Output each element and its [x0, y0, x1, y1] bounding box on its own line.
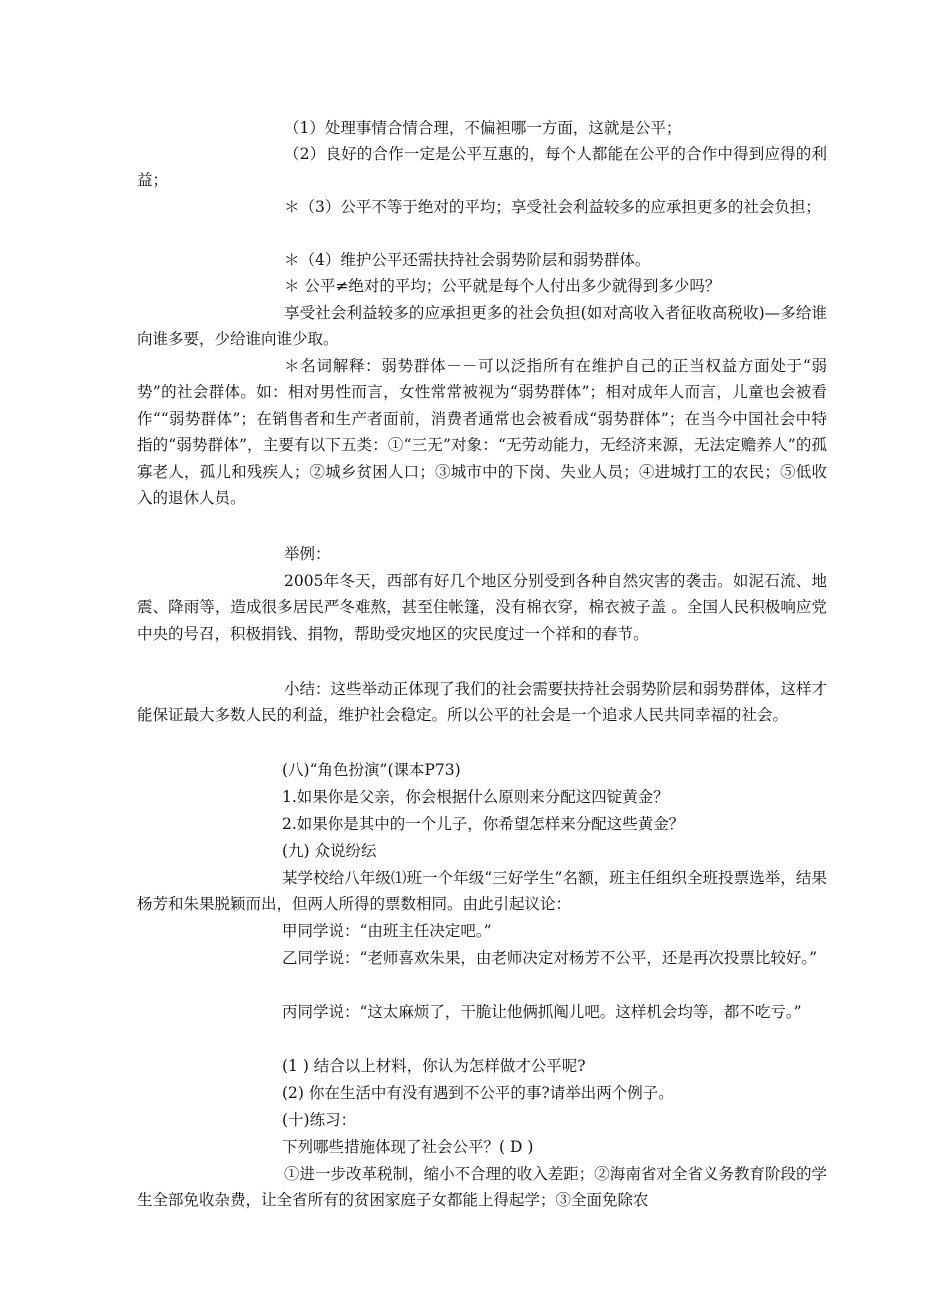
paragraph-1: （1）处理事情合情合理，不偏袒哪一方面，这就是公平； [284, 119, 682, 137]
paragraph-8: 举例： [284, 545, 331, 563]
paragraph-23: ①进一步改革税制，缩小不合理的收入差距；②海南省对全省义务教育阶段的学生全部免收杂费，让全省所有的贫困家庭子女都能上得起学；③全面免除农 [137, 1165, 827, 1210]
paragraph-20: (2) 你在生活中有没有遇到不公平的事?请举出两个例子。 [282, 1084, 674, 1102]
paragraph-16: 甲同学说：“由班主任决定吧。” [282, 922, 492, 940]
paragraph-12: 1.如果你是父亲，你会根据什么原则来分配这四锭黄金？ [282, 788, 669, 806]
paragraph-22: 下列哪些措施体现了社会公平？( D ) [282, 1138, 534, 1156]
paragraph-7: ＊名词解释：弱势群体－－可以泛指所有在维护自己的正当权益方面处于“弱势”的社会群体。如：相对男性而言，女性常常被视为“弱势群体”；相对成年人而言，儿童也会被看作““弱势群体”；在销售者和生产者面前，消费者通常也会被看成“弱势群体”；在当今中国社会中特指的“弱势群体”，主要有以下五类：①“三无”对象：“无劳动能力，无经济来源，无法定赡养人”的孤寡老人，孤儿和残疾人；②城乡贫困人口；③城市中的下岗、失业人员；④进城打工的农民；⑤低收入的退休人员。 [137, 357, 827, 508]
paragraph-17: 乙同学说：“老师喜欢朱果，由老师决定对杨芳不公平，还是再次投票比较好。” [282, 949, 818, 967]
paragraph-10: 小结：这些举动正体现了我们的社会需要扶持社会弱势阶层和弱势群体，这样才能保证最大多数人民的利益，维护社会稳定。所以公平的社会是一个追求人民共同幸福的社会。 [137, 680, 827, 725]
paragraph-14: (九) 众说纷纭 [282, 842, 377, 860]
paragraph-3: ＊（3）公平不等于绝对的平均；享受社会利益较多的应承担更多的社会负担； [284, 198, 821, 216]
paragraph-2: （2）良好的合作一定是公平互惠的，每个人都能在公平的合作中得到应得的利益； [137, 145, 827, 190]
paragraph-21: (十)练习： [282, 1111, 357, 1129]
paragraph-18: 丙同学说：“这太麻烦了，干脆让他俩抓阄儿吧。这样机会均等，都不吃亏。” [282, 1003, 802, 1021]
paragraph-6: 享受社会利益较多的应承担更多的社会负担(如对高收入者征收高税收)—多给谁向谁多要，少给谁向谁少取。 [137, 304, 827, 349]
paragraph-13: 2.如果你是其中的一个儿子，你希望怎样来分配这些黄金？ [282, 815, 685, 833]
paragraph-15: 某学校给八年级⑴班一个年级“三好学生”名额，班主任组织全班投票选举，结果杨芳和朱果脱颖而出，但两人所得的票数相同。由此引起议论： [137, 869, 827, 914]
paragraph-9: 2005年冬天，西部有好几个地区分别受到各种自然灾害的袭击。如泥石流、地震、降雨等，造成很多居民严冬难熬，甚至住帐篷，没有棉衣穿，棉衣被子盖 。全国人民积极响应党中央的号召，积极捐钱、捐物，帮助受灾地区的灾民度过一个祥和的春节。 [137, 572, 827, 643]
paragraph-19: (1 ) 结合以上材料，你认为怎样做才公平呢? [282, 1057, 586, 1075]
paragraph-11: (八)“角色扮演”(课本P73) [282, 761, 461, 779]
paragraph-5: ＊ 公平≠绝对的平均；公平就是每个人付出多少就得到多少吗？ [284, 277, 721, 295]
paragraph-4: ＊（4）维护公平还需扶持社会弱势阶层和弱势群体。 [284, 251, 651, 269]
